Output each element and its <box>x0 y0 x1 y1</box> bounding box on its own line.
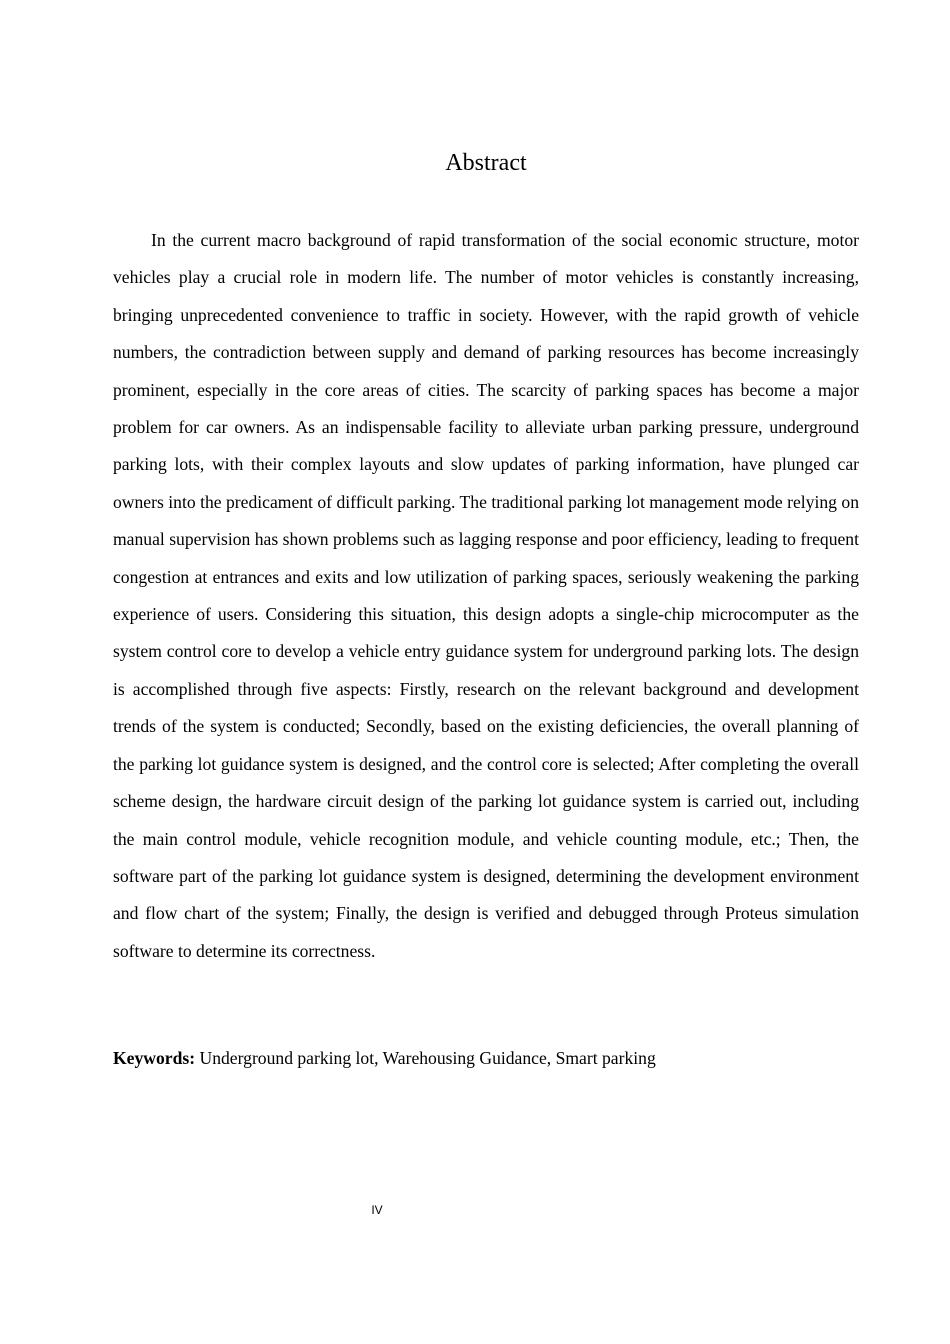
abstract-title: Abstract <box>445 150 527 176</box>
keywords-label: Keywords: <box>113 1048 196 1068</box>
keywords-line <box>113 1042 859 1074</box>
keywords-text: Underground parking lot, Warehousing Guidance, Smart parking <box>195 1048 656 1068</box>
abstract-body: In the current macro background of rapid transformation of the social economic structure, motor vehicles play a crucial role in modern life. The number of motor vehicles is constantly increasing, bringing unprecedented convenience to traffic in society. However, with the rapid growth of vehicle numbers, the contradiction between supply and demand of parking resources has become increasingly prominent, especially in the core areas of cities. The scarcity of parking spaces has become a major problem for car owners. As an indispensable facility to alleviate urban parking pressure, underground parking lots, with their complex layouts and slow updates of parking information, have plunged car owners into the predicament of difficult parking. The traditional parking lot management mode relying on manual supervision has shown problems such as lagging response and poor efficiency, leading to frequent congestion at entrances and exits and low utilization of parking spaces, seriously weakening the parking experience of users. Considering this situation, this design adopts a single-chip microcomputer as the system control core to develop a vehicle entry guidance system for underground parking lots. The design is accomplished through five aspects: Firstly, research on the relevant background and development trends of the system is conducted; Secondly, based on the existing deficiencies, the overall planning of the parking lot guidance system is designed, and the control core is selected; After completing the overall scheme design, the hardware circuit design of the parking lot guidance system is carried out, including the main control module, vehicle recognition module, and vehicle counting module, etc.; Then, the software part of the parking lot guidance system is designed, determining the development environment and flow chart of the system; Finally, the design is verified and debugged through Proteus simulation software to determine its correctness. <box>113 230 859 961</box>
page-number: IV <box>371 1203 383 1217</box>
